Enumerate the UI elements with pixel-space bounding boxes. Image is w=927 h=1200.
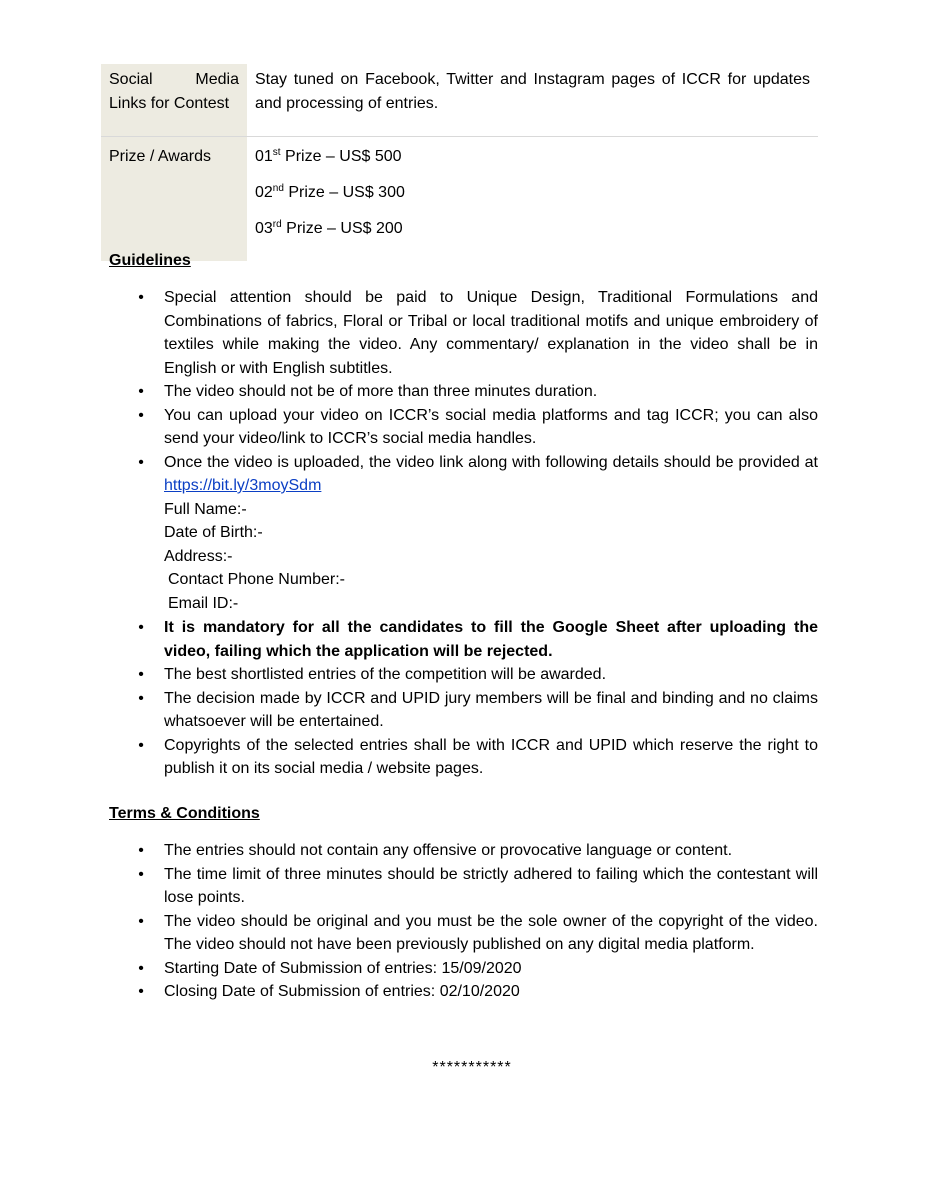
prize-list bbox=[247, 137, 818, 262]
prize-second-suffix: nd bbox=[272, 183, 284, 194]
guideline-text: Copyrights of the selected entries shall be with ICCR and UPID which reserve the right to publish it on its social media / website pages. bbox=[164, 736, 818, 777]
list-item bbox=[136, 839, 818, 863]
detail-address: Address:- bbox=[164, 547, 233, 565]
prize-third bbox=[255, 217, 810, 241]
prize-third-text: Prize – US$ 200 bbox=[281, 220, 403, 237]
social-media-value: Stay tuned on Facebook, Twitter and Instagram pages of ICCR for updates and processing of entries. bbox=[247, 64, 818, 137]
list-item bbox=[136, 910, 818, 957]
prize-second-num: 02 bbox=[255, 184, 273, 201]
bullet-icon: • bbox=[138, 983, 144, 1000]
detail-email-id: Email ID:- bbox=[168, 594, 239, 612]
prize-first bbox=[255, 145, 810, 169]
social-media-label: Social Media Links for Contest bbox=[101, 64, 247, 137]
detail-full-name: Full Name:- bbox=[164, 500, 247, 518]
list-item bbox=[136, 957, 818, 981]
detail-date-of-birth: Date of Birth:- bbox=[164, 524, 263, 541]
submission-link[interactable]: https://bit.ly/3moySdm bbox=[164, 477, 322, 494]
table-row-prizes bbox=[101, 137, 818, 262]
list-item bbox=[136, 687, 818, 734]
term-text: Starting Date of Submission of entries: 15/09/2020 bbox=[164, 959, 522, 977]
prize-third-num: 03 bbox=[255, 220, 273, 237]
bullet-icon: • bbox=[138, 912, 144, 930]
guidelines-heading: Guidelines bbox=[109, 252, 191, 269]
list-item bbox=[136, 380, 818, 404]
list-item bbox=[136, 286, 818, 380]
prize-first-num: 01 bbox=[255, 148, 273, 165]
list-item bbox=[136, 404, 818, 451]
guideline-text: Once the video is uploaded, the video link along with following details should be provided at bbox=[164, 453, 818, 471]
guidelines-list bbox=[136, 286, 818, 781]
bullet-icon: • bbox=[138, 619, 144, 636]
detail-contact-phone: Contact Phone Number:- bbox=[168, 571, 345, 588]
term-text: The time limit of three minutes should be strictly adhered to failing which the contestant will lose points. bbox=[164, 865, 818, 906]
guideline-text-mandatory: It is mandatory for all the candidates to fill the Google Sheet after uploading the video, failing which the application will be rejected. bbox=[164, 619, 818, 660]
list-item bbox=[136, 663, 818, 687]
bullet-icon: • bbox=[138, 865, 144, 883]
bullet-icon: • bbox=[138, 666, 144, 683]
bullet-icon: • bbox=[138, 383, 144, 400]
bullet-icon: • bbox=[138, 406, 144, 424]
bullet-icon: • bbox=[138, 842, 144, 859]
end-of-document-stars: *********** bbox=[432, 1059, 512, 1076]
list-item bbox=[136, 734, 818, 781]
list-item bbox=[136, 980, 818, 1004]
guideline-text: Special attention should be paid to Unique Design, Traditional Formulations and Combinations of fabrics, Floral or Tribal or local traditional motifs and unique embroidery of textiles while making the video. Any commentary/ explanation in the video shall be in English or with English subtitles. bbox=[164, 289, 818, 377]
guideline-upload-details bbox=[164, 451, 818, 498]
terms-heading: Terms & Conditions bbox=[109, 805, 260, 822]
guideline-text: The video should not be of more than three minutes duration. bbox=[164, 383, 598, 400]
bullet-icon: • bbox=[138, 289, 144, 306]
term-text: The video should be original and you must be the sole owner of the copyright of the video. The video should not have been previously published on any digital media platform. bbox=[164, 912, 818, 953]
guideline-text: The best shortlisted entries of the competition will be awarded. bbox=[164, 666, 607, 683]
list-item bbox=[136, 451, 818, 616]
list-item bbox=[136, 863, 818, 910]
contest-info-table bbox=[101, 64, 818, 261]
term-text: The entries should not contain any offensive or provocative language or content. bbox=[164, 842, 733, 859]
bullet-icon: • bbox=[138, 959, 144, 977]
prize-awards-label: Prize / Awards bbox=[101, 137, 247, 262]
table-row-social-media bbox=[101, 64, 818, 137]
prize-third-suffix: rd bbox=[272, 219, 282, 230]
term-text: Closing Date of Submission of entries: 02/10/2020 bbox=[164, 983, 520, 1000]
bullet-icon: • bbox=[138, 736, 144, 754]
prize-second-text: Prize – US$ 300 bbox=[283, 184, 405, 201]
prize-first-text: Prize – US$ 500 bbox=[280, 148, 402, 165]
guideline-text: You can upload your video on ICCR’s social media platforms and tag ICCR; you can also send your video/link to ICCR’s social media handles. bbox=[164, 406, 818, 447]
bullet-icon: • bbox=[138, 689, 144, 707]
bullet-icon: • bbox=[138, 453, 144, 471]
guideline-text: The decision made by ICCR and UPID jury members will be final and binding and no claims whatsoever will be entertained. bbox=[164, 689, 818, 730]
terms-list bbox=[136, 839, 818, 1004]
prize-second bbox=[255, 181, 810, 205]
list-item bbox=[136, 616, 818, 663]
prize-first-suffix: st bbox=[272, 147, 281, 158]
